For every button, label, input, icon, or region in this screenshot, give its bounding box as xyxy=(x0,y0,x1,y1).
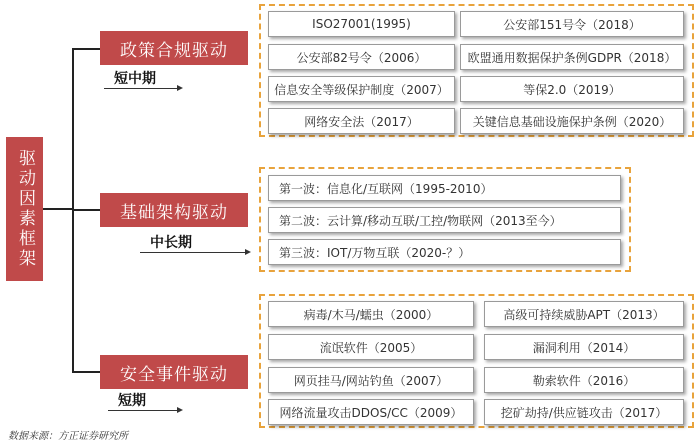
term-label-infrastructure: 中长期 xyxy=(150,235,192,251)
policy-item: 欧盟通用数据保护条例GDPR（2018） xyxy=(460,44,684,70)
infrastructure-item: 第三波：IOT/万物互联（2020-？） xyxy=(268,239,621,265)
driver-security-event: 安全事件驱动 xyxy=(100,355,248,389)
term-arrow-security-event xyxy=(108,410,178,411)
root-node xyxy=(6,137,43,281)
connector-branch-event xyxy=(72,371,100,373)
connector-stub xyxy=(43,208,73,210)
security-event-item: 漏洞利用（2014） xyxy=(484,334,684,360)
source-note: 数据来源：方正证券研究所 xyxy=(8,431,128,442)
policy-item: 网络安全法（2017） xyxy=(268,108,455,134)
arrowhead-security-event xyxy=(177,407,183,413)
arrowhead-policy xyxy=(177,85,183,91)
term-label-security-event: 短期 xyxy=(118,393,146,409)
infrastructure-item: 第一波：信息化/互联网（1995-2010） xyxy=(268,175,621,201)
policy-item: ISO27001(1995) xyxy=(268,11,455,37)
connector-branch-policy xyxy=(72,48,100,50)
security-event-item: 勒索软件（2016） xyxy=(484,367,684,393)
term-label-policy: 短中期 xyxy=(114,71,156,87)
policy-item: 公安部151号令（2018） xyxy=(460,11,684,37)
policy-item: 关键信息基础设施保护条例（2020） xyxy=(460,108,684,134)
policy-item: 公安部82号令（2006） xyxy=(268,44,455,70)
security-event-item: 网络流量攻击DDOS/CC（2009） xyxy=(268,399,474,425)
root-label: 驱动因素框架 xyxy=(15,149,35,269)
security-event-item: 挖矿劫持/供应链攻击（2017） xyxy=(484,399,684,425)
term-arrow-policy xyxy=(104,88,178,89)
arrowhead-infrastructure xyxy=(245,249,251,255)
security-event-item: 病毒/木马/蠕虫（2000） xyxy=(268,301,474,327)
policy-item: 信息安全等级保护制度（2007） xyxy=(268,76,455,102)
term-arrow-infrastructure xyxy=(140,252,246,253)
security-event-item: 流氓软件（2005） xyxy=(268,334,474,360)
policy-item: 等保2.0（2019） xyxy=(460,76,684,102)
security-event-item: 高级可持续威胁APT（2013） xyxy=(484,301,684,327)
connector-branch-infra xyxy=(72,209,100,211)
infrastructure-item: 第二波：云计算/移动互联/工控/物联网（2013至今） xyxy=(268,207,621,233)
driver-policy: 政策合规驱动 xyxy=(100,31,248,65)
driver-infrastructure: 基础架构驱动 xyxy=(100,193,248,227)
security-event-item: 网页挂马/网站钓鱼（2007） xyxy=(268,367,474,393)
